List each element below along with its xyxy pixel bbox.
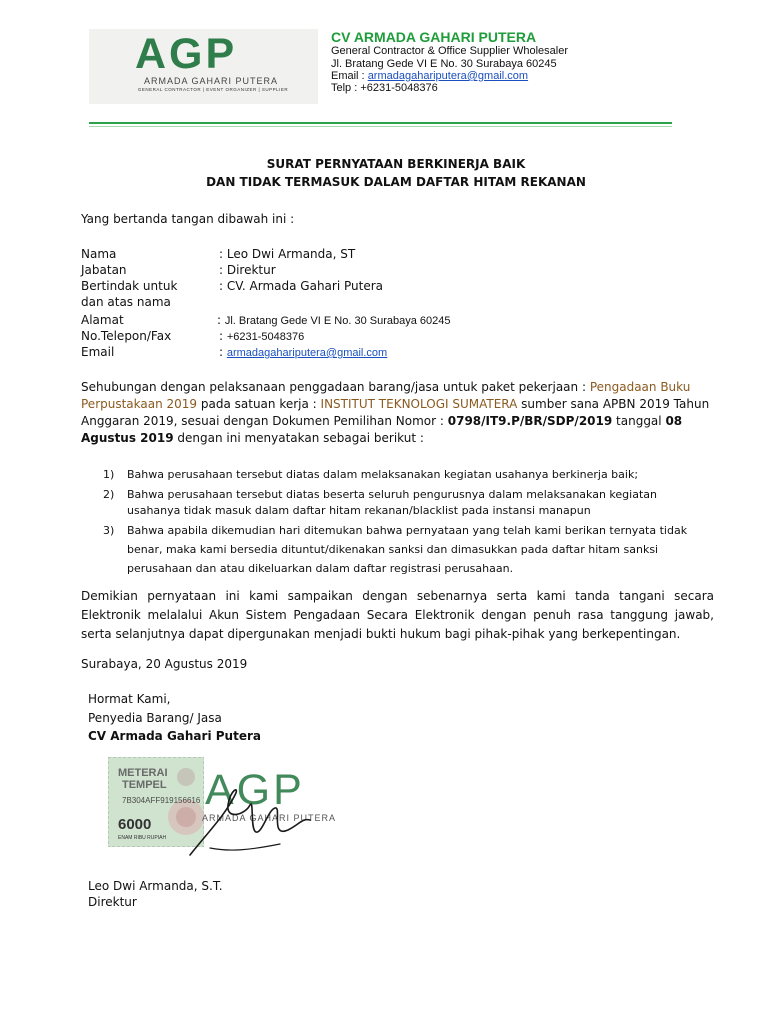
- company-signoff: CV Armada Gahari Putera: [88, 729, 261, 743]
- field-value-bertindak: : CV. Armada Gahari Putera: [219, 279, 383, 293]
- field-value-alamat: [217, 312, 451, 329]
- list-item: [81, 521, 721, 575]
- stamp-title-2: TEMPEL: [122, 779, 167, 791]
- field-label-telp: No.Telepon/Fax: [81, 329, 172, 343]
- document-number: 0798/IT9.P/BR/SDP/2019: [447, 414, 613, 428]
- logo-tagline: GENERAL CONTRACTOR | EVENT ORGANIZER | SUPPLIER: [137, 87, 289, 92]
- header-divider-light: [89, 126, 672, 127]
- company-email-line: [331, 70, 528, 82]
- p1-text-5: dengan ini menyatakan sebagai berikut :: [173, 431, 424, 445]
- signature: [150, 760, 320, 870]
- list-item-text: Bahwa perusahaan tersebut diatas beserta seluruh pengurusnya dalam melaksanakan kegiatan: [127, 488, 657, 501]
- email-link[interactable]: armadagahariputera@gmail.com: [226, 347, 388, 359]
- alamat-colon: :: [217, 313, 225, 327]
- list-number: 1): [103, 468, 115, 481]
- list-number: 3): [103, 524, 115, 537]
- work-unit: INSTITUT TEKNOLOGI SUMATERA: [320, 397, 518, 411]
- field-value-nama: : Leo Dwi Armanda, ST: [219, 247, 356, 261]
- p1-text-3: sumber sana APBN 2019 Tahun Anggaran 2019, sesuai dengan Dokumen Pemilihan Nomor :: [81, 397, 710, 428]
- list-item-text: usahanya tidak masuk dalam daftar hitam rekanan/blacklist pada instansi manapun: [127, 504, 591, 517]
- list-item-text: perusahaan dan atau dikeluarkan dalam daftar registrasi perusahaan.: [127, 562, 514, 575]
- list-item: [81, 467, 721, 483]
- list-item-text: Bahwa apabila dikemudian hari ditemukan bahwa pernyataan yang telah kami berikan ternyata tidak: [127, 524, 688, 537]
- closing-paragraph: Demikian pernyataan ini kami sampaikan dengan sebenarnya serta kami tanda tangani secara Elektronik melalalui Akun Sistem Pengadaan Secara Elektronik dengan penuh rasa tanggung jawab, serta selanjutnya dapat dipergunakan menjadi bukti hukum bagi pihak-pihak yang berkepentingan.: [81, 589, 714, 641]
- p1-text-2: pada satuan kerja :: [197, 397, 321, 411]
- stamp-value: 6000: [118, 816, 152, 833]
- intro-text: Yang bertanda tangan dibawah ini :: [81, 212, 295, 226]
- company-name: CV ARMADA GAHARI PUTERA: [331, 29, 537, 45]
- stamp-company-logo-sub: ARMADA GAHARI PUTERA: [202, 813, 337, 823]
- document-title-line1: SURAT PERNYATAAN BERKINERJA BAIK: [266, 157, 526, 171]
- provider-label: Penyedia Barang/ Jasa: [88, 711, 222, 725]
- p1-text: Sehubungan dengan pelaksanaan penggadaan barang/jasa untuk paket pekerjaan :: [81, 380, 590, 394]
- regards: Hormat Kami,: [88, 692, 171, 706]
- telp-colon: :: [219, 329, 227, 343]
- company-address: Jl. Bratang Gede VI E No. 30 Surabaya 60245: [331, 58, 557, 70]
- field-value-telp: [219, 328, 304, 345]
- company-phone: Telp : +6231-5048376: [331, 82, 438, 94]
- field-label-jabatan: Jabatan: [81, 263, 127, 277]
- telp-text: +6231-5048376: [226, 331, 305, 343]
- field-label-email: Email: [81, 345, 115, 359]
- signer-title: Direktur: [88, 895, 137, 909]
- company-email-link[interactable]: armadagahariputera@gmail.com: [367, 70, 529, 82]
- p1-text-4: tanggal: [612, 414, 666, 428]
- stamp-serial: 7B304AFF919156616: [122, 796, 201, 805]
- company-description: General Contractor & Office Supplier Wholesaler: [331, 45, 569, 57]
- stamp-words: ENAM RIBU RUPIAH: [118, 835, 167, 841]
- email-label: Email :: [331, 70, 368, 82]
- package-name: Pengadaan Buku Perpustakaan 2019: [81, 380, 691, 411]
- place-date: Surabaya, 20 Agustus 2019: [81, 657, 248, 671]
- field-value-email: [219, 344, 387, 361]
- email-colon: :: [219, 345, 227, 359]
- header-divider: [89, 122, 672, 124]
- list-item-text: Bahwa perusahaan tersebut diatas dalam melaksanakan kegiatan usahanya berkinerja baik;: [127, 468, 639, 481]
- list-item-text: benar, maka kami bersedia dituntut/dikenakan sanksi dan dimasukkan pada daftar hitam sanksi: [127, 543, 659, 556]
- list-item: [81, 487, 721, 519]
- stamp-company-logo: AGP: [205, 766, 305, 814]
- statement-paragraph: [81, 379, 721, 447]
- signer-name: Leo Dwi Armanda, S.T.: [88, 879, 223, 893]
- field-label-bertindak: Bertindak untuk: [81, 279, 178, 293]
- list-number: 2): [103, 488, 115, 501]
- field-value-jabatan: : Direktur: [219, 263, 276, 277]
- field-label-alamat: Alamat: [81, 313, 124, 327]
- field-label-bertindak-2: dan atas nama: [81, 295, 171, 309]
- document-date: 08 Agustus 2019: [81, 414, 683, 445]
- stamp-title-1: METERAI: [118, 767, 168, 779]
- company-logo: AGP: [135, 30, 238, 78]
- logo-subtitle: ARMADA GAHARI PUTERA: [143, 76, 279, 86]
- alamat-text: Jl. Bratang Gede VI E No. 30 Surabaya 60245: [224, 315, 451, 327]
- document-title-line2: DAN TIDAK TERMASUK DALAM DAFTAR HITAM REKANAN: [206, 175, 586, 189]
- field-label-nama: Nama: [81, 247, 117, 261]
